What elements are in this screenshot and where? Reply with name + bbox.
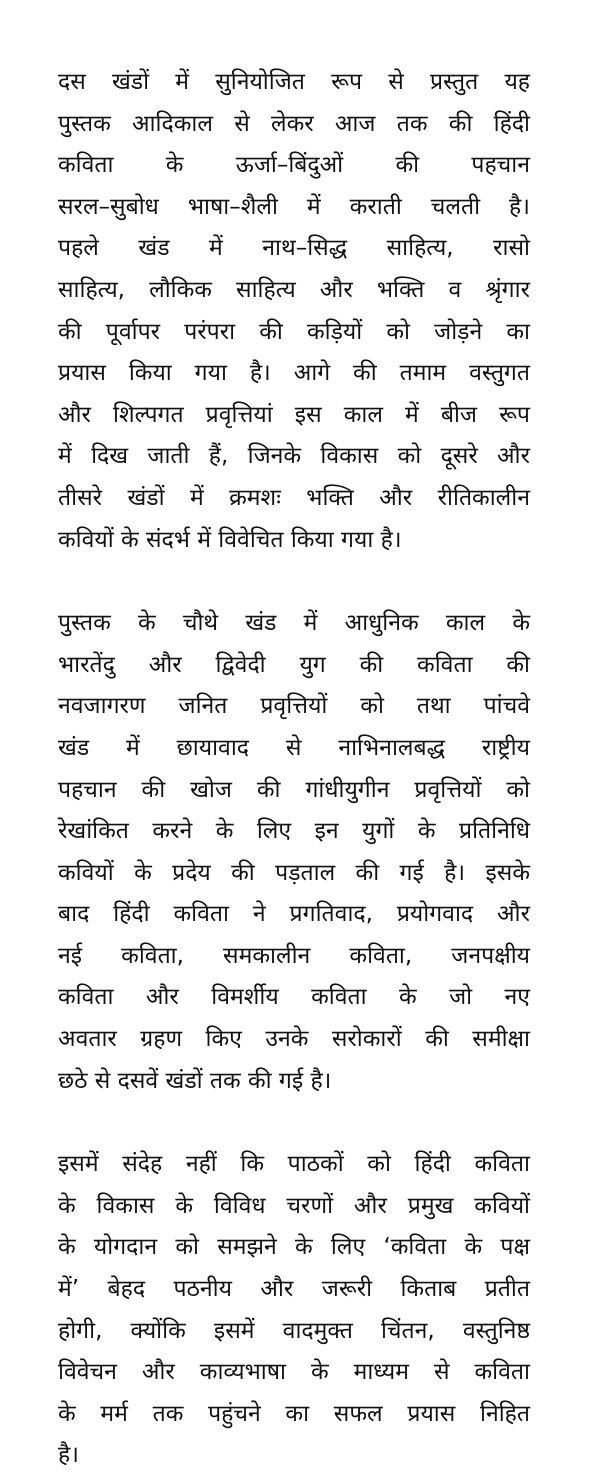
text-line: रेखांकित करने के लिए इन युगों के प्रतिनिधि bbox=[58, 818, 530, 845]
text-line: पुस्तक आदिकाल से लेकर आज तक की हिंदी bbox=[58, 110, 530, 137]
text-line: नवजागरण जनित प्रवृत्तियों को तथा पांचवे bbox=[58, 693, 530, 720]
text-line: की पूर्वापर परंपरा की कड़ियों को जोड़ने का bbox=[58, 318, 530, 345]
text-line: कवियों के संदर्भ में विवेचित किया गया है। bbox=[58, 526, 402, 553]
text-line: कविता के ऊर्जा–बिंदुओं की पहचान bbox=[58, 152, 530, 179]
text-line: पहले खंड में नाथ–सिद्ध साहित्य, रासो bbox=[58, 235, 530, 262]
text-line: प्रयास किया गया है। आगे की तमाम वस्तुगत bbox=[58, 360, 530, 387]
text-line: और शिल्पगत प्रवृत्तियां इस काल में बीज रूप bbox=[58, 401, 530, 428]
text-line: कविता और विमर्शीय कविता के जो नए bbox=[58, 984, 530, 1011]
text-line: इसमें संदेह नहीं कि पाठकों को हिंदी कविता bbox=[58, 1151, 530, 1178]
paragraph-3 bbox=[58, 1144, 530, 1477]
text-line: बाद हिंदी कविता ने प्रगतिवाद, प्रयोगवाद और bbox=[58, 901, 530, 928]
text-line: साहित्य, लौकिक साहित्य और भक्ति व श्रृंगार bbox=[58, 276, 530, 303]
text-line: के विकास के विविध चरणों और प्रमुख कवियों bbox=[58, 1192, 530, 1219]
text-line: कवियों के प्रदेय की पड़ताल की गई है। इसके bbox=[58, 859, 530, 886]
paragraph-1 bbox=[58, 62, 530, 561]
text-line: छठे से दसवें खंडों तक की गई है। bbox=[58, 1067, 332, 1094]
text-line: पहचान की खोज की गांधीयुगीन प्रवृत्तियों को bbox=[58, 776, 530, 803]
text-line: पुस्तक के चौथे खंड में आधुनिक काल के bbox=[58, 610, 530, 637]
text-line: के योगदान को समझने के लिए ‘कविता के पक्ष bbox=[58, 1234, 530, 1261]
text-line: के मर्म तक पहुंचने का सफल प्रयास निहित bbox=[58, 1400, 530, 1427]
text-line: होगी, क्योंकि इसमें वादमुक्त चिंतन, वस्तुनिष्ठ bbox=[58, 1317, 530, 1344]
text-line: दस खंडों में सुनियोजित रूप से प्रस्तुत यह bbox=[58, 69, 530, 95]
text-line: भारतेंदु और द्विवेदी युग की कविता की bbox=[58, 651, 530, 678]
text-line: है। bbox=[58, 1442, 79, 1469]
text-line: खंड में छायावाद से नाभिनालबद्ध राष्ट्रीय bbox=[58, 734, 530, 761]
text-line: में दिख जाती हैं, जिनके विकास को दूसरे और bbox=[58, 443, 530, 470]
text-line: नई कविता, समकालीन कविता, जनपक्षीय bbox=[58, 942, 530, 969]
text-line: में’ बेहद पठनीय और जरूरी किताब प्रतीत bbox=[58, 1276, 530, 1303]
paragraph-2 bbox=[58, 603, 530, 1102]
book-blurb bbox=[58, 62, 530, 1477]
text-line: सरल–सुबोध भाषा–शैली में कराती चलती है। bbox=[58, 193, 530, 220]
text-line: विवेचन और काव्यभाषा के माध्यम से कविता bbox=[58, 1359, 530, 1386]
text-line: अवतार ग्रहण किए उनके सरोकारों की समीक्षा bbox=[58, 1026, 530, 1053]
text-line: तीसरे खंडों में क्रमशः भक्ति और रीतिकालीन bbox=[58, 484, 530, 511]
